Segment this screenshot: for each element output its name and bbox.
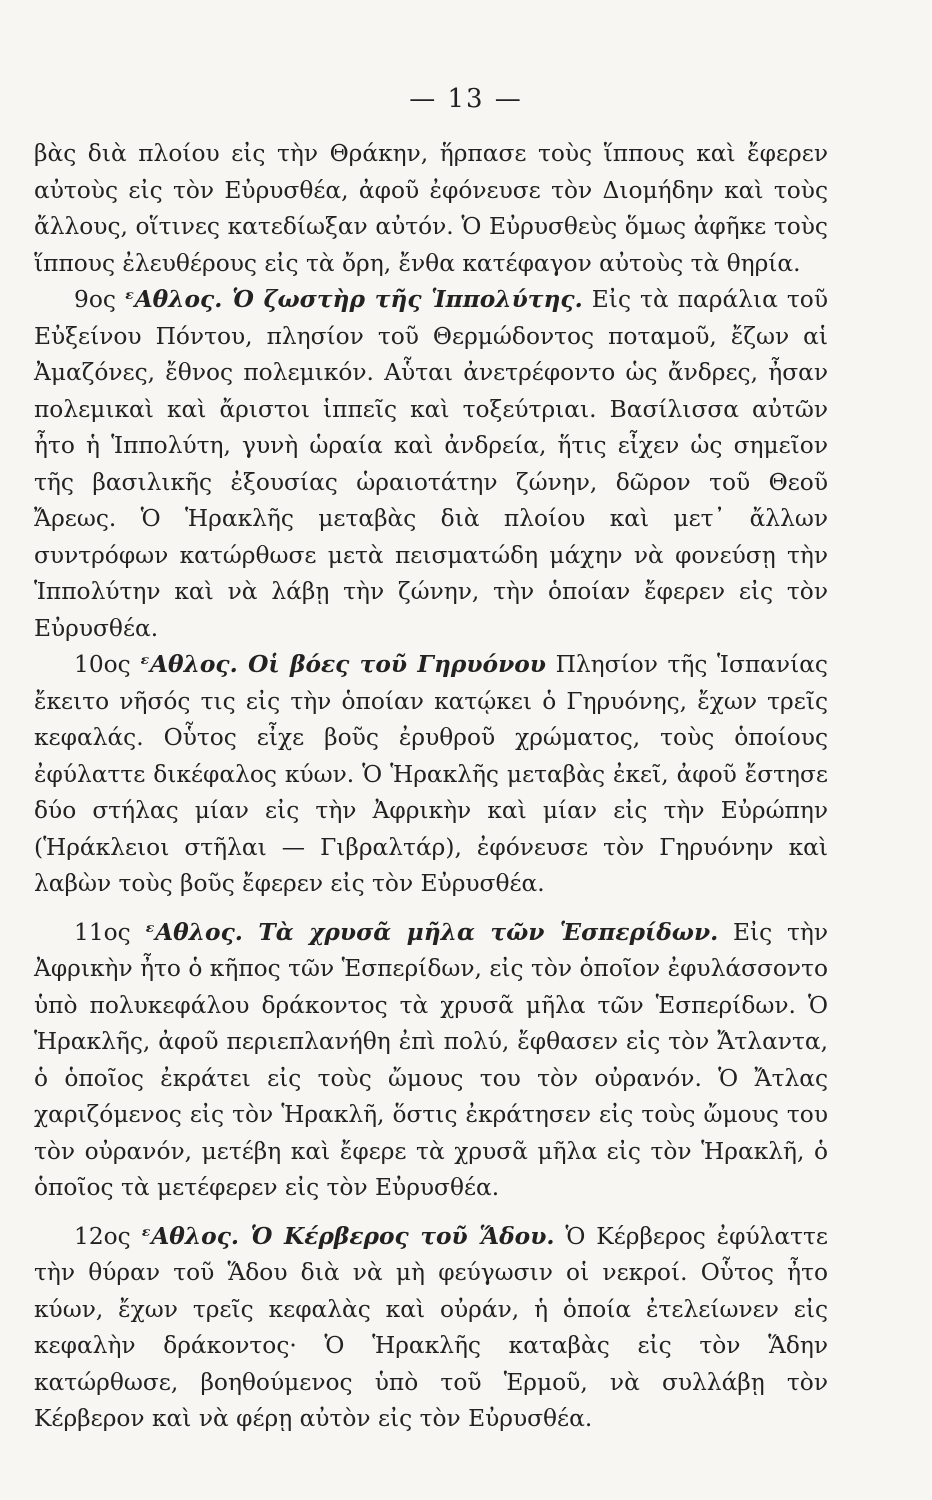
labour-heading: ᵋΑθλος. Οἱ βόες τοῦ Γηρυόνου	[140, 651, 546, 678]
labour-number: 9ος	[74, 286, 116, 313]
labour-heading: ᵋΑθλος. Ὁ ζωστὴρ τῆς Ἱππολύτης.	[124, 286, 583, 313]
paragraph-labour-11	[34, 915, 828, 1207]
paragraph-diomedes-end: βὰς διὰ πλοίου εἰς τὴν Θράκην, ἥρπασε τοὺς ἵππους καὶ ἔφερεν αὐτοὺς εἰς τὸν Εὐρυσθέα, ἀφοῦ ἐφόνευσε τὸν Διομήδην καὶ τοὺς ἄλλους, οἵτινες κατεδίωξαν αὐτόν. Ὁ Εὐρυσθεὺς ὅμως ἀφῆκε τοὺς ἵππους ἐλευθέρους εἰς τὰ ὄρη, ἔνθα κατέφαγον αὐτοὺς τὰ θηρία.	[34, 140, 828, 277]
labour-text: Εἰς τὴν Ἀφρικὴν ἦτο ὁ κῆπος τῶν Ἑσπερίδων, εἰς τὸν ὁποῖον ἐφυλάσσοντο ὑπὸ πολυκεφάλου δράκοντος τὰ χρυσᾶ μῆλα τῶν Ἑσπερίδων. Ὁ Ἡρακλῆς, ἀφοῦ περιεπλανήθη ἐπὶ πολύ, ἔφθασεν εἰς τὸν Ἄτλαντα, ὁ ὁποῖος ἐκράτει εἰς τοὺς ὤμους του τὸν οὐρανόν. Ὁ Ἄτλας χαριζόμενος εἰς τὸν Ἡρακλῆ, ὅστις ἐκράτησεν εἰς τοὺς ὤμους του τὸν οὐρανόν, μετέβη καὶ ἔφερε τὰ χρυσᾶ μῆλα εἰς τὸν Ἡρακλῆ, ὁ ὁποῖος τὰ μετέφερεν εἰς τὸν Εὐρυσθέα.	[34, 918, 829, 1201]
labour-heading: ᵋΑθλος. Τὰ χρυσᾶ μῆλα τῶν Ἑσπερίδων.	[145, 918, 719, 946]
paragraph-labour-10	[34, 647, 828, 903]
labour-heading: ᵋΑθλος. Ὁ Κέρβερος τοῦ Ἅδου.	[141, 1222, 555, 1250]
page-number: — 13 —	[409, 84, 523, 114]
labour-number: 10ος	[74, 651, 131, 678]
page-text	[34, 136, 828, 1438]
labour-text: Ὁ Κέρβερος ἐφύλαττε τὴν θύραν τοῦ Ἅδου διὰ νὰ μὴ φεύγωσιν οἱ νεκροί. Οὗτος ἦτο κύων, ἔχων τρεῖς κεφαλὰς καὶ οὐράν, ἡ ὁποία ἐτελείωνεν εἰς κεφαλὴν δράκοντος· Ὁ Ἡρακλῆς καταβὰς εἰς τὸν Ἅδην κατώρθωσε, βοηθούμενος ὑπὸ τοῦ Ἑρμοῦ, νὰ συλλάβῃ τὸν Κέρβερον καὶ νὰ φέρῃ αὐτὸν εἰς τὸν Εὐρυσθέα.	[34, 1222, 828, 1432]
labour-text: Πλησίον τῆς Ἱσπανίας ἔκειτο νῆσός τις εἰς τὴν ὁποίαν κατῴκει ὁ Γηρυόνης, ἔχων τρεῖς κεφαλάς. Οὗτος εἶχε βοῦς ἐρυθροῦ χρώματος, τοὺς ὁποίους ἐφύλαττε δικέφαλος κύων. Ὁ Ἡρακλῆς μεταβὰς ἐκεῖ, ἀφοῦ ἔστησε δύο στήλας μίαν εἰς τὴν Ἀφρικὴν καὶ μίαν εἰς τὴν Εὐρώπην (Ἡράκλειοι στῆλαι — Γιβραλτάρ), ἐφόνευσε τὸν Γηρυόνην καὶ λαβὼν τοὺς βοῦς ἔφερεν εἰς τὸν Εὐρυσθέα.	[34, 651, 828, 897]
paragraph-labour-12	[34, 1219, 828, 1438]
paragraph-labour-9	[34, 282, 828, 647]
labour-text: Εἰς τὰ παράλια τοῦ Εὐξείνου Πόντου, πλησίον τοῦ Θερμώδοντος ποταμοῦ, ἔζων αἱ Ἀμαζόνες, ἔθνος πολεμικόν. Αὗται ἀνετρέφοντο ὡς ἄνδρες, ἦσαν πολεμικαὶ καὶ ἄριστοι ἱππεῖς καὶ τοξεύτριαι. Βασίλισσα αὐτῶν ἦτο ἡ Ἱππολύτη, γυνὴ ὡραία καὶ ἀνδρεία, ἥτις εἶχεν ὡς σημεῖον τῆς βασιλικῆς ἐξουσίας ὡραιοτάτην ζώνην, δῶρον τοῦ Θεοῦ Ἄρεως. Ὁ Ἡρακλῆς μεταβὰς διὰ πλοίου καὶ μετ᾽ ἄλλων συντρόφων κατώρθωσε μετὰ πεισματώδη μάχην νὰ φονεύσῃ τὴν Ἱππολύτην καὶ νὰ λάβῃ τὴν ζώνην, τὴν ὁποίαν ἔφερεν εἰς τὸν Εὐρυσθέα.	[34, 286, 828, 642]
labour-number: 11ος	[74, 918, 131, 946]
labour-number: 12ος	[74, 1222, 131, 1250]
